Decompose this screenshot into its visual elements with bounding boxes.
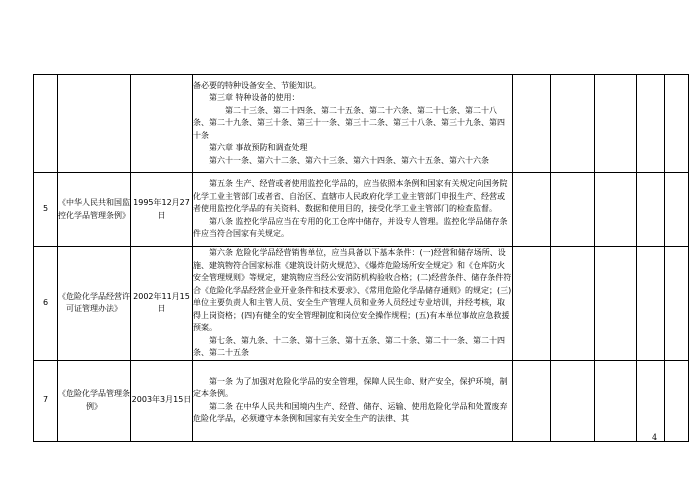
effective-date: 2002年11月15日	[131, 247, 193, 361]
empty-cell	[513, 360, 551, 441]
empty-cell	[595, 360, 637, 441]
empty-cell	[637, 247, 665, 361]
clause-content	[193, 360, 513, 441]
empty-cell	[551, 75, 595, 173]
empty-cell	[637, 360, 665, 441]
effective-date: 1995年12月27日	[131, 173, 193, 247]
empty-cell	[595, 75, 637, 173]
empty-cell	[637, 75, 665, 173]
clause-paragraph: 第六条 危险化学品经营销售单位，应当具备以下基本条件：(一)经营和储存场所、设施、建筑物符合国家标准《建筑设计防火规范》、《爆炸危险场所安全规定》和《仓库防火安全管理规则》等规定，建筑物应当经公安消防机构验收合格；(二)经营条件、储存条件符合《危险化学品经营企业开业条件和技术要求》、《常用危险化学品储存通则》的规定；(三)单位主要负责人和主管人员、安全生产管理人员和业务人员经过专业培训，并经考核，取得上岗资格；(四)有健全的安全管理制度和岗位安全操作规程；(五)有本单位事故应急救援预案。	[193, 248, 512, 332]
table-row	[34, 247, 689, 361]
clause-paragraph: 第六章 事故预防和调查处理	[209, 143, 308, 153]
empty-cell	[595, 247, 637, 361]
clause-content	[193, 173, 513, 247]
row-number	[34, 75, 58, 173]
clause-paragraph: 第二十三条、第二十四条、第二十五条、第二十六条、第二十七条、第二十八条、第二十九条、第三十条、第三十一条、第三十二条、第三十八条、第三十九条、第四十条	[193, 105, 505, 140]
table-row	[34, 360, 689, 441]
regulations-table	[33, 74, 689, 442]
empty-cell	[665, 360, 689, 441]
empty-cell	[637, 173, 665, 247]
clause-paragraph: 第五条 生产、经营或者使用监控化学品的，应当依照本条例和国家有关规定向国务院化学工业主管部门或者省、自治区、直辖市人民政府化学工业主管部门申报生产、经营或者使用监控化学品的有关资料、数据和使用目的，接受化学工业主管部门的检查监督。	[193, 179, 508, 214]
clause-paragraph: 第八条 监控化学品应当在专用的化工仓库中储存，并设专人管理。监控化学品储存条件应当符合国家有关规定。	[193, 216, 508, 239]
table-row	[34, 173, 689, 247]
clause-content	[193, 75, 513, 173]
table-row	[34, 75, 689, 173]
row-number: 6	[34, 247, 58, 361]
clause-content	[193, 247, 513, 361]
empty-cell	[595, 173, 637, 247]
page-number: 4	[652, 433, 658, 442]
empty-cell	[551, 360, 595, 441]
clause-paragraph: 备必要的特种设备安全、节能知识。	[193, 80, 321, 90]
clause-paragraph: 第七条、第九条、十二条、第十三条、第十五条、第二十条、第二十一条、第二十四条、第二十五条	[193, 335, 505, 357]
row-number: 7	[34, 360, 58, 441]
empty-cell	[665, 247, 689, 361]
empty-cell	[513, 247, 551, 361]
regulation-name	[58, 75, 131, 173]
clause-paragraph: 第三章 特种设备的使用：	[209, 93, 300, 103]
row-number: 5	[34, 173, 58, 247]
regulation-name: 《危险化学品管理条例》	[58, 360, 131, 441]
empty-cell	[551, 247, 595, 361]
empty-cell	[513, 173, 551, 247]
empty-cell	[513, 75, 551, 173]
effective-date	[131, 75, 193, 173]
empty-cell	[551, 173, 595, 247]
clause-paragraph: 第二条 在中华人民共和国境内生产、经营、储存、运输、使用危险化学品和处置废弃危险化学品，必须遵守本条例和国家有关安全生产的法律、其	[193, 401, 508, 423]
regulation-name: 《中华人民共和国监控化学品管理条例》	[58, 173, 131, 247]
empty-cell	[665, 75, 689, 173]
clause-paragraph: 第六十一条、第六十二条、第六十三条、第六十四条、第六十五条、第六十六条	[209, 155, 489, 165]
clause-paragraph: 第一条 为了加强对危险化学品的安全管理，保障人民生命、财产安全，保护环境，制定本条例。	[193, 376, 508, 398]
regulation-name: 《危险化学品经营许可证管理办法》	[58, 247, 131, 361]
empty-cell	[665, 173, 689, 247]
effective-date: 2003年3月15日	[131, 360, 193, 441]
